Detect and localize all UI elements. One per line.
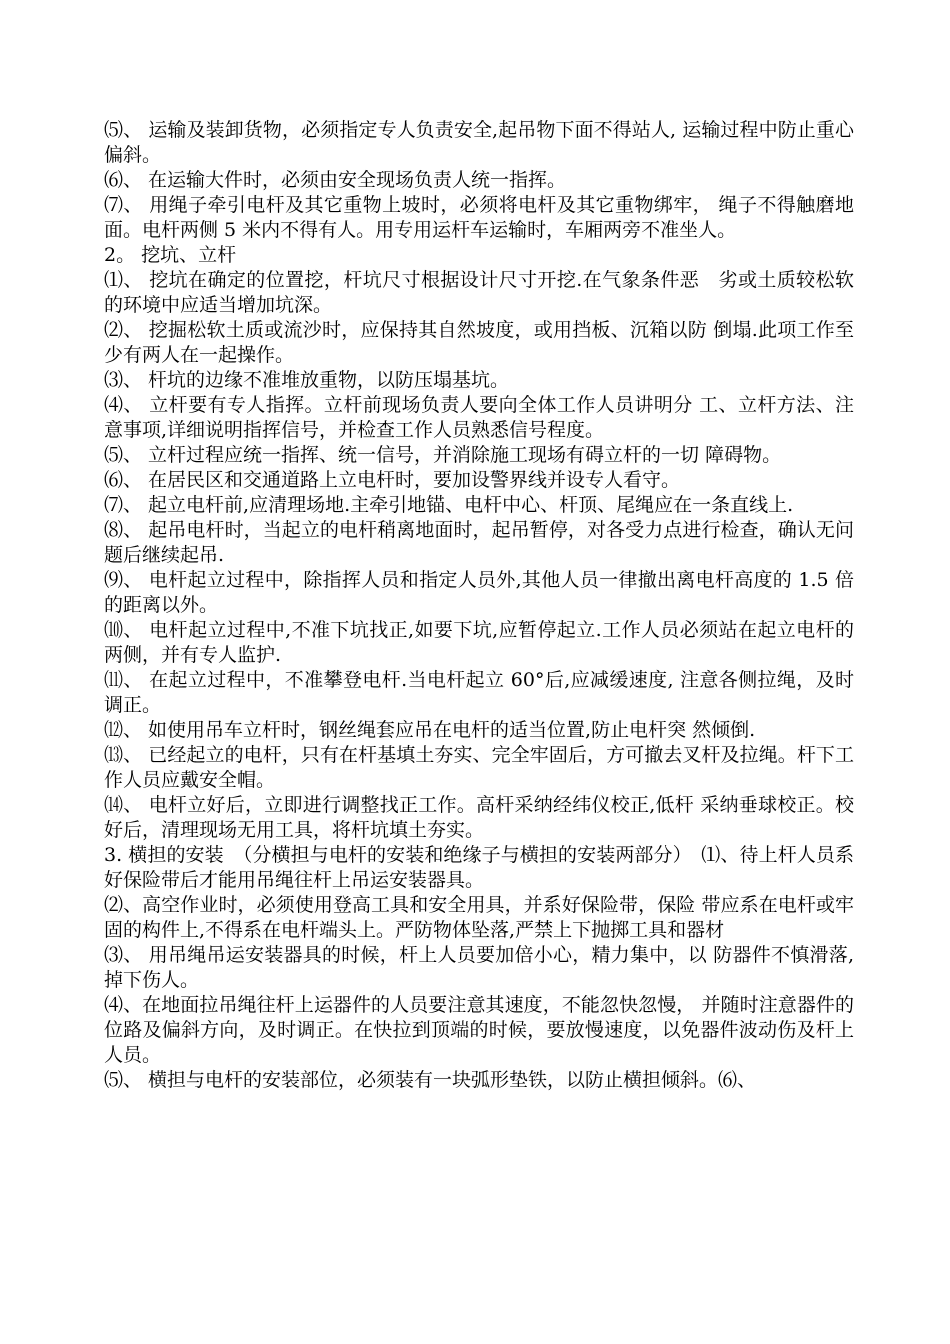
paragraph-21: ⑶、 用吊绳吊运安装器具的时候，杆上人员要加倍小心，精力集中，以 防器件不慎滑落,掉下伤人。 <box>104 944 854 991</box>
paragraph-1: ⑸、 运输及装卸货物，必须指定专人负责安全,起吊物下面不得站人, 运输过程中防止重心偏斜。 <box>104 119 854 166</box>
paragraph-8: ⑷、 立杆要有专人指挥。立杆前现场负责人要向全体工作人员讲明分 工、立杆方法、注意事项,详细说明指挥信号，并检查工作人员熟悉信号程度。 <box>104 394 854 441</box>
section-heading-3: 3. 横担的安装 （分横担与电杆的安装和绝缘子与横担的安装两部分） ⑴、待上杆人员系好保险带后才能用吊绳往杆上吊运安装器具。 <box>104 844 854 891</box>
paragraph-3: ⑺、 用绳子牵引电杆及其它重物上坡时，必须将电杆及其它重物绑牢， 绳子不得触磨地面。电杆两侧 5 米内不得有人。用专用运杆车运输时，车厢两旁不准坐人。 <box>104 194 854 241</box>
paragraph-20: ⑵、高空作业时，必须使用登高工具和安全用具，并系好保险带，保险 带应系在电杆或牢固的构件上,不得系在电杆端头上。严防物体坠落,严禁上下抛掷工具和器材 <box>104 894 854 941</box>
paragraph-18: ⒁、 电杆立好后，立即进行调整找正工作。高杆采纳经纬仪校正,低杆 采纳垂球校正。校好后，清理现场无用工具，将杆坑填土夯实。 <box>104 794 854 841</box>
paragraph-2: ⑹、 在运输大件时，必须由安全现场负责人统一指挥。 <box>104 169 567 191</box>
paragraph-6: ⑵、 挖掘松软土质或流沙时，应保持其自然坡度，或用挡板、沉箱以防 倒塌.此项工作至少有两人在一起操作。 <box>104 319 854 366</box>
paragraph-5: ⑴、 挖坑在确定的位置挖，杆坑尺寸根据设计尺寸开挖.在气象条件恶 劣或土质较松软的环境中应适当增加坑深。 <box>104 269 854 316</box>
paragraph-23: ⑸、 横担与电杆的安装部位，必须装有一块弧形垫铁，以防止横担倾斜。⑹、 <box>104 1069 757 1091</box>
paragraph-13: ⑼、 电杆起立过程中，除指挥人员和指定人员外,其他人员一律撤出离电杆高度的 1.5 倍的距离以外。 <box>104 569 854 616</box>
paragraph-17: ⒀、 已经起立的电杆，只有在杆基填土夯实、完全牢固后，方可撤去叉杆及拉绳。杆下工作人员应戴安全帽。 <box>104 744 854 791</box>
section-heading-2: 2。 挖坑、立杆 <box>104 244 237 266</box>
paragraph-10: ⑹、 在居民区和交通道路上立电杆时，要加设警界线并设专人看守。 <box>104 469 681 491</box>
paragraph-22: ⑷、在地面拉吊绳往杆上运器件的人员要注意其速度，不能忽快忽慢， 并随时注意器件的位路及偏斜方向，及时调正。在快拉到顶端的时候，要放慢速度，以免器件波动伤及杆上人员。 <box>104 994 854 1066</box>
paragraph-9: ⑸、 立杆过程应统一指挥、统一信号，并消除施工现场有碍立杆的一切 障碍物。 <box>104 444 782 466</box>
paragraph-7: ⑶、 杆坑的边缘不准堆放重物，以防压塌基坑。 <box>104 369 510 391</box>
document-body <box>104 118 854 1093</box>
paragraph-12: ⑻、 起吊电杆时，当起立的电杆稍离地面时，起吊暂停，对各受力点进行检查，确认无问题后继续起吊. <box>104 519 854 566</box>
paragraph-15: ⑾、 在起立过程中，不准攀登电杆.当电杆起立 60°后,应减缓速度, 注意各侧拉绳，及时调正。 <box>104 669 854 716</box>
paragraph-11: ⑺、 起立电杆前,应清理场地.主牵引地锚、电杆中心、杆顶、尾绳应在一条直线上. <box>104 494 794 516</box>
paragraph-16: ⑿、 如使用吊车立杆时，钢丝绳套应吊在电杆的适当位置,防止电杆突 然倾倒. <box>104 719 756 741</box>
paragraph-14: ⑽、 电杆起立过程中,不准下坑找正,如要下坑,应暂停起立.工作人员必须站在起立电杆的两侧，并有专人监护. <box>104 619 854 666</box>
